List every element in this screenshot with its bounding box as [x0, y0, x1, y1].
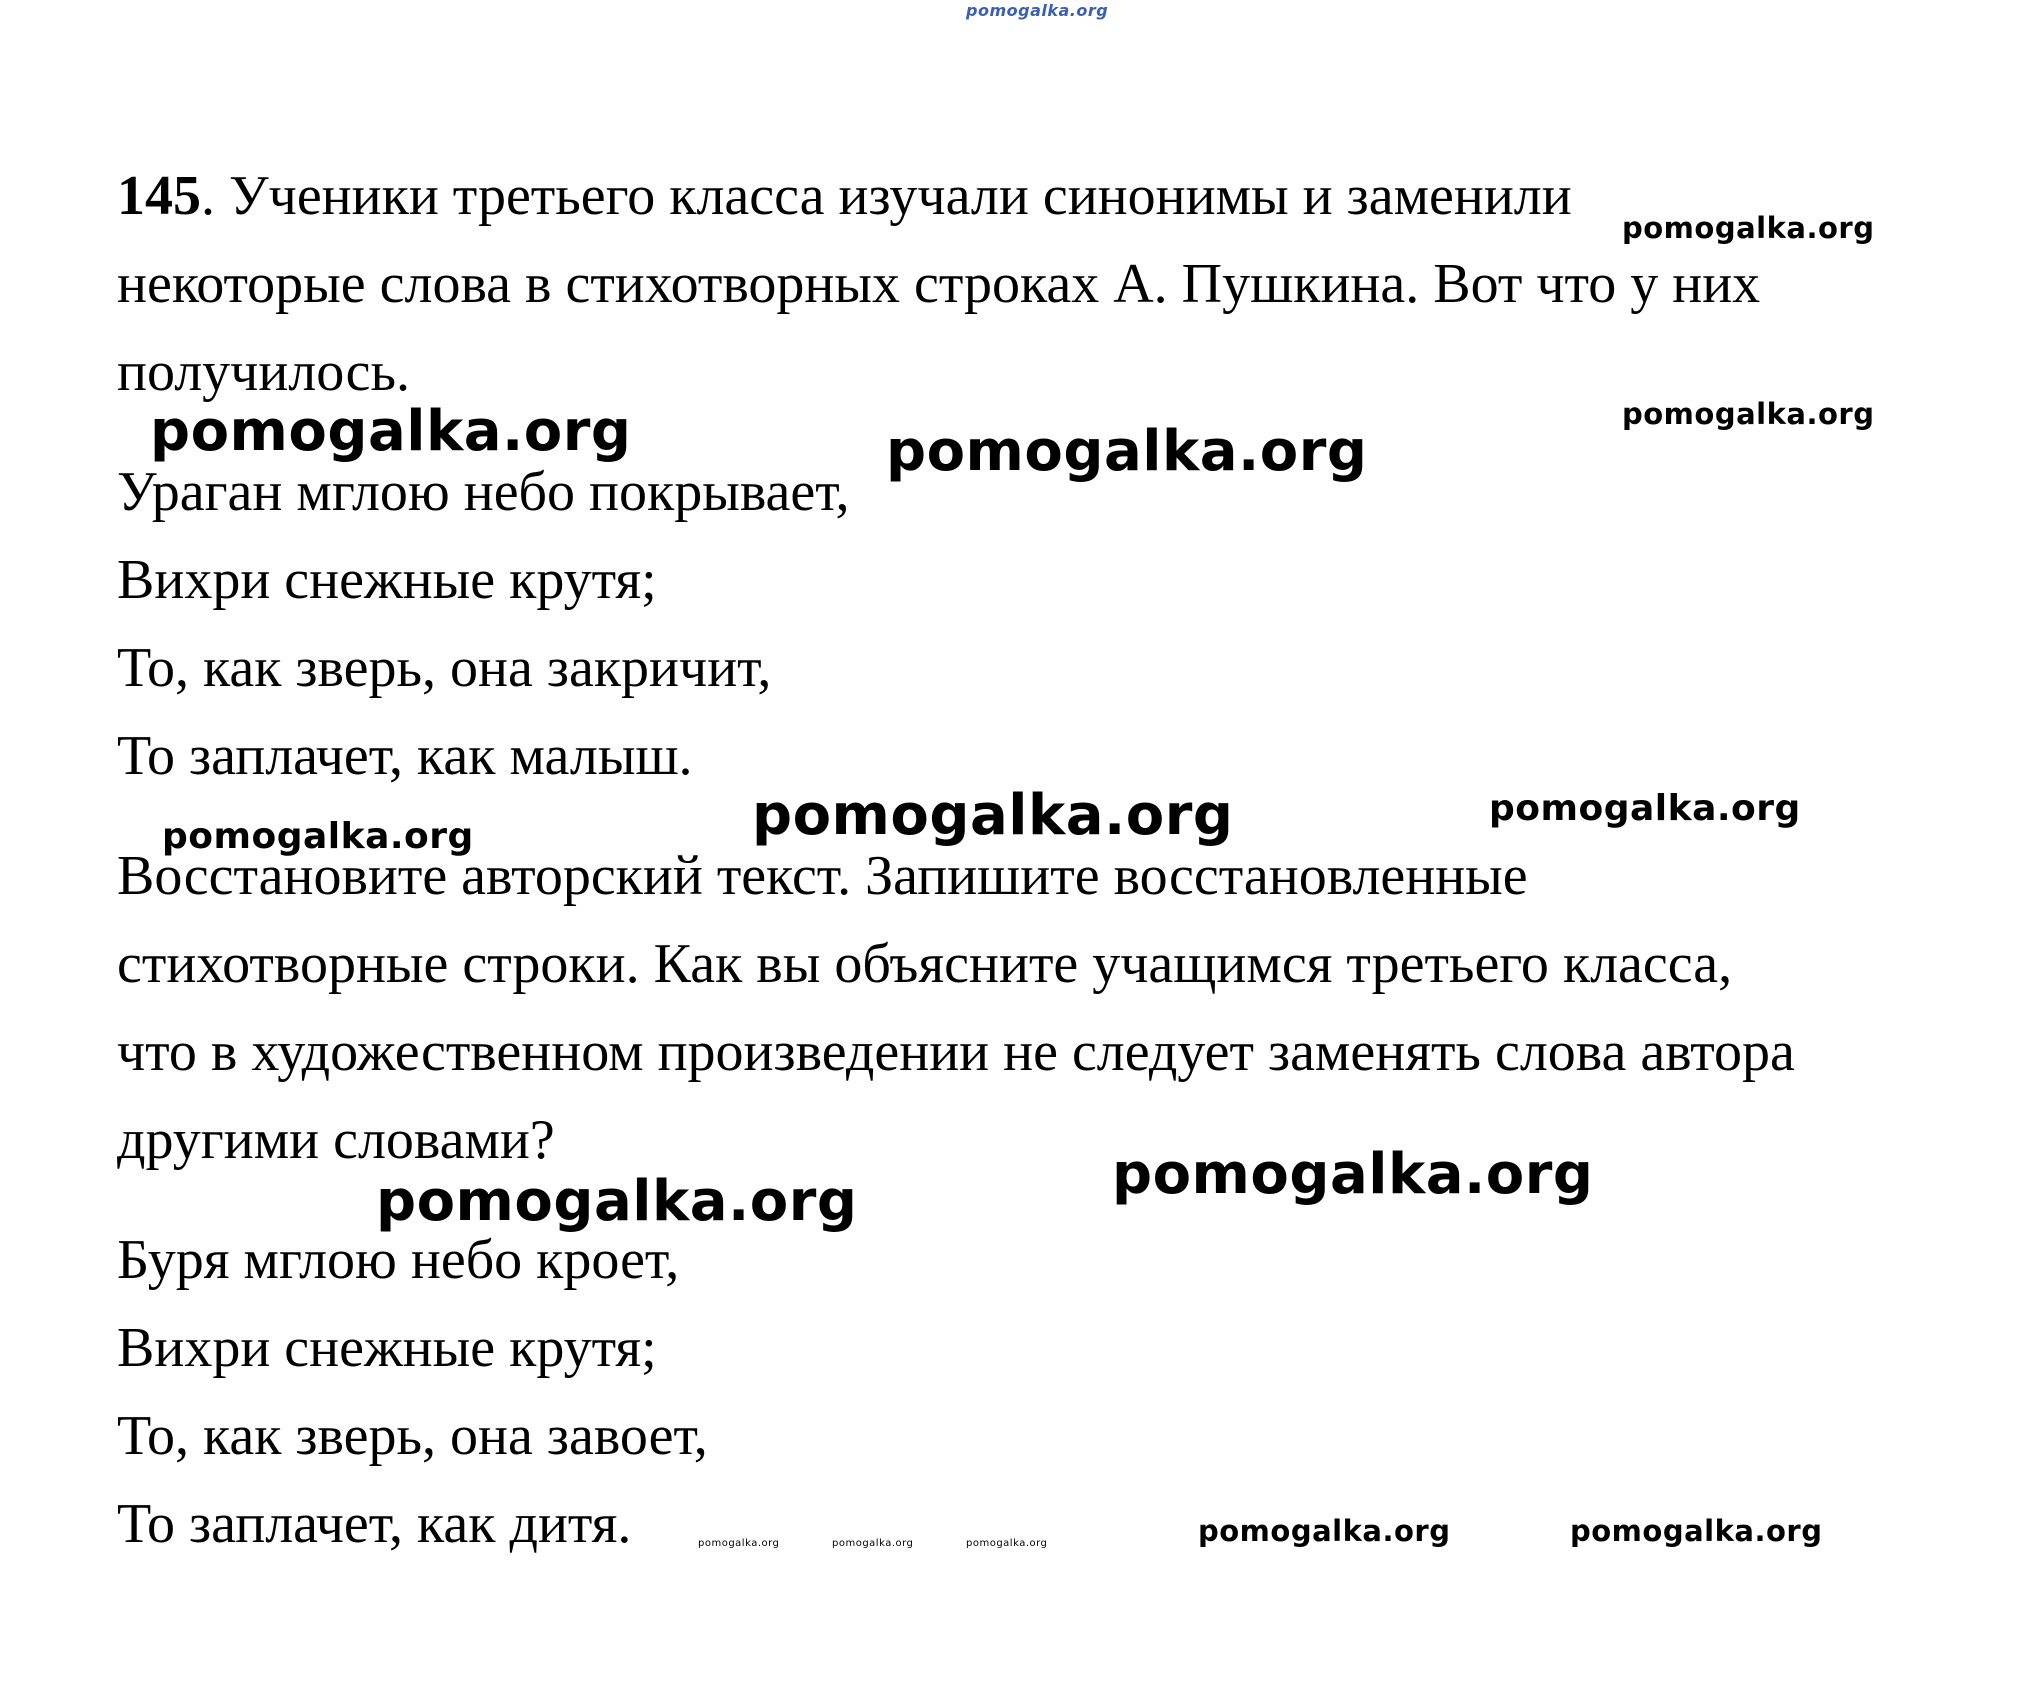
intro-line-3: получилось.	[117, 341, 411, 403]
altered-poem-line-3: То, как зверь, она закричит,	[117, 637, 772, 699]
altered-poem-line-2: Вихри снежные крутя;	[117, 549, 657, 611]
watermark-text: pomogalka.org	[698, 1538, 780, 1549]
watermark-text: pomogalka.org	[150, 399, 632, 464]
original-poem-line-3: То, как зверь, она завоет,	[117, 1405, 708, 1467]
watermark-text: pomogalka.org	[832, 1538, 914, 1549]
question-line-2: стихотворные строки. Как вы объясните учащимся третьего класса,	[117, 933, 1733, 995]
watermark-text: pomogalka.org	[966, 1538, 1048, 1549]
header-watermark: pomogalka.org	[966, 1, 1109, 20]
watermark-text: pomogalka.org	[1570, 1514, 1823, 1548]
watermark-text: pomogalka.org	[376, 1169, 858, 1234]
watermark-text: pomogalka.org	[1112, 1142, 1594, 1207]
question-line-3: что в художественном произведении не следует заменять слова автора	[117, 1021, 1795, 1083]
intro-line-1	[117, 164, 1572, 228]
watermark-text: pomogalka.org	[1489, 788, 1801, 829]
watermark-text: pomogalka.org	[1622, 211, 1875, 245]
intro-text-1: . Ученики третьего класса изучали синонимы и заменили	[201, 165, 1572, 227]
question-line-4: другими словами?	[117, 1109, 555, 1171]
watermark-text: pomogalka.org	[886, 419, 1368, 484]
task-number: 145	[117, 165, 201, 227]
watermark-text: pomogalka.org	[1622, 397, 1875, 431]
altered-poem-line-1: Ураган мглою небо покрывает,	[117, 461, 850, 523]
original-poem-line-2: Вихри снежные крутя;	[117, 1317, 657, 1379]
original-poem-line-1: Буря мглою небо кроет,	[117, 1229, 680, 1291]
altered-poem-line-4: То заплачет, как малыш.	[117, 725, 693, 787]
watermark-text: pomogalka.org	[1198, 1514, 1451, 1548]
watermark-text: pomogalka.org	[162, 816, 474, 857]
watermark-text: pomogalka.org	[752, 783, 1234, 848]
intro-line-2: некоторые слова в стихотворных строках А. Пушкина. Вот что у них	[117, 253, 1761, 315]
question-line-1: Восстановите авторский текст. Запишите восстановленные	[117, 845, 1528, 907]
original-poem-line-4: То заплачет, как дитя.	[117, 1493, 632, 1555]
